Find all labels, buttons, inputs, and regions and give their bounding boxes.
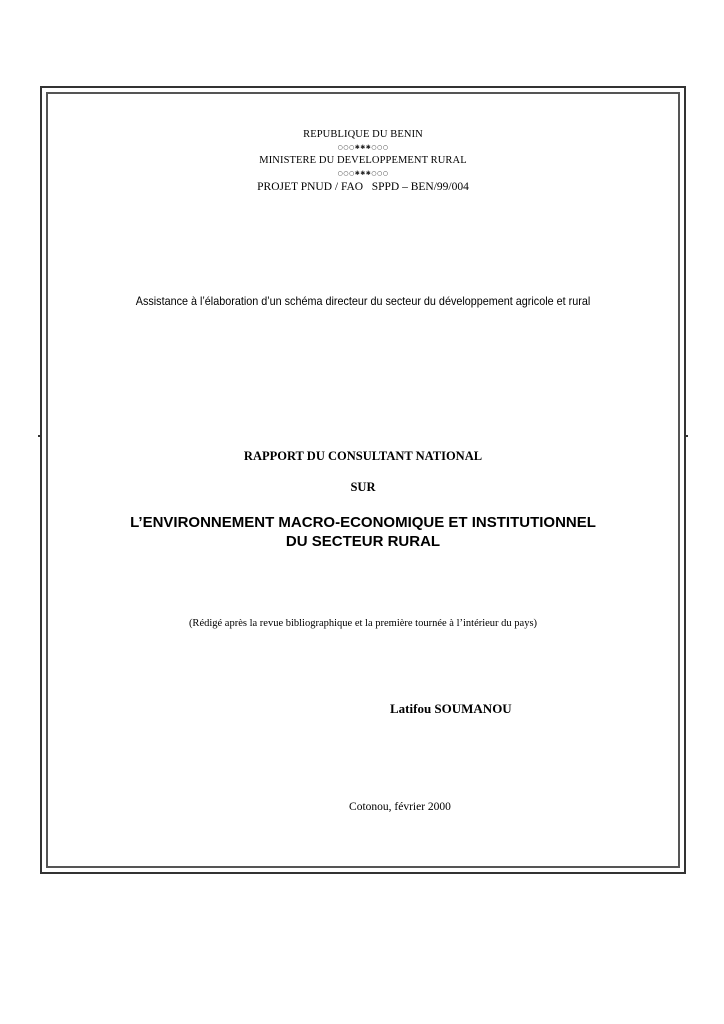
country-name: REPUBLIQUE DU BENIN bbox=[303, 129, 423, 140]
place-and-date: Cotonou, février 2000 bbox=[349, 801, 451, 813]
main-title-line-2: DU SECTEUR RURAL bbox=[285, 533, 441, 550]
report-heading: RAPPORT DU CONSULTANT NATIONAL bbox=[243, 449, 483, 463]
project-reference: PROJET PNUD / FAO SPPD – BEN/99/004 bbox=[257, 181, 469, 193]
ornament-divider-1: ○○○✱✱✱○○○ bbox=[337, 144, 389, 151]
author-name: Latifou SOUMANOU bbox=[390, 701, 512, 716]
main-title-line-1: L’ENVIRONNEMENT MACRO-ECONOMIQUE ET INSTITUTIONNEL bbox=[130, 514, 596, 531]
ornament-divider-2: ○○○✱✱✱○○○ bbox=[337, 170, 389, 177]
ministry-name: MINISTERE DU DEVELOPPEMENT RURAL bbox=[259, 155, 467, 166]
report-subtitle: (Rédigé après la revue bibliographique et la première tournée à l’intérieur du pays) bbox=[188, 618, 538, 629]
report-connector: SUR bbox=[350, 480, 376, 494]
border-tick-left bbox=[38, 435, 42, 437]
assistance-statement: Assistance à l’élaboration d’un schéma directeur du secteur du développement agricole et rural bbox=[135, 294, 591, 308]
border-tick-right bbox=[684, 435, 688, 437]
